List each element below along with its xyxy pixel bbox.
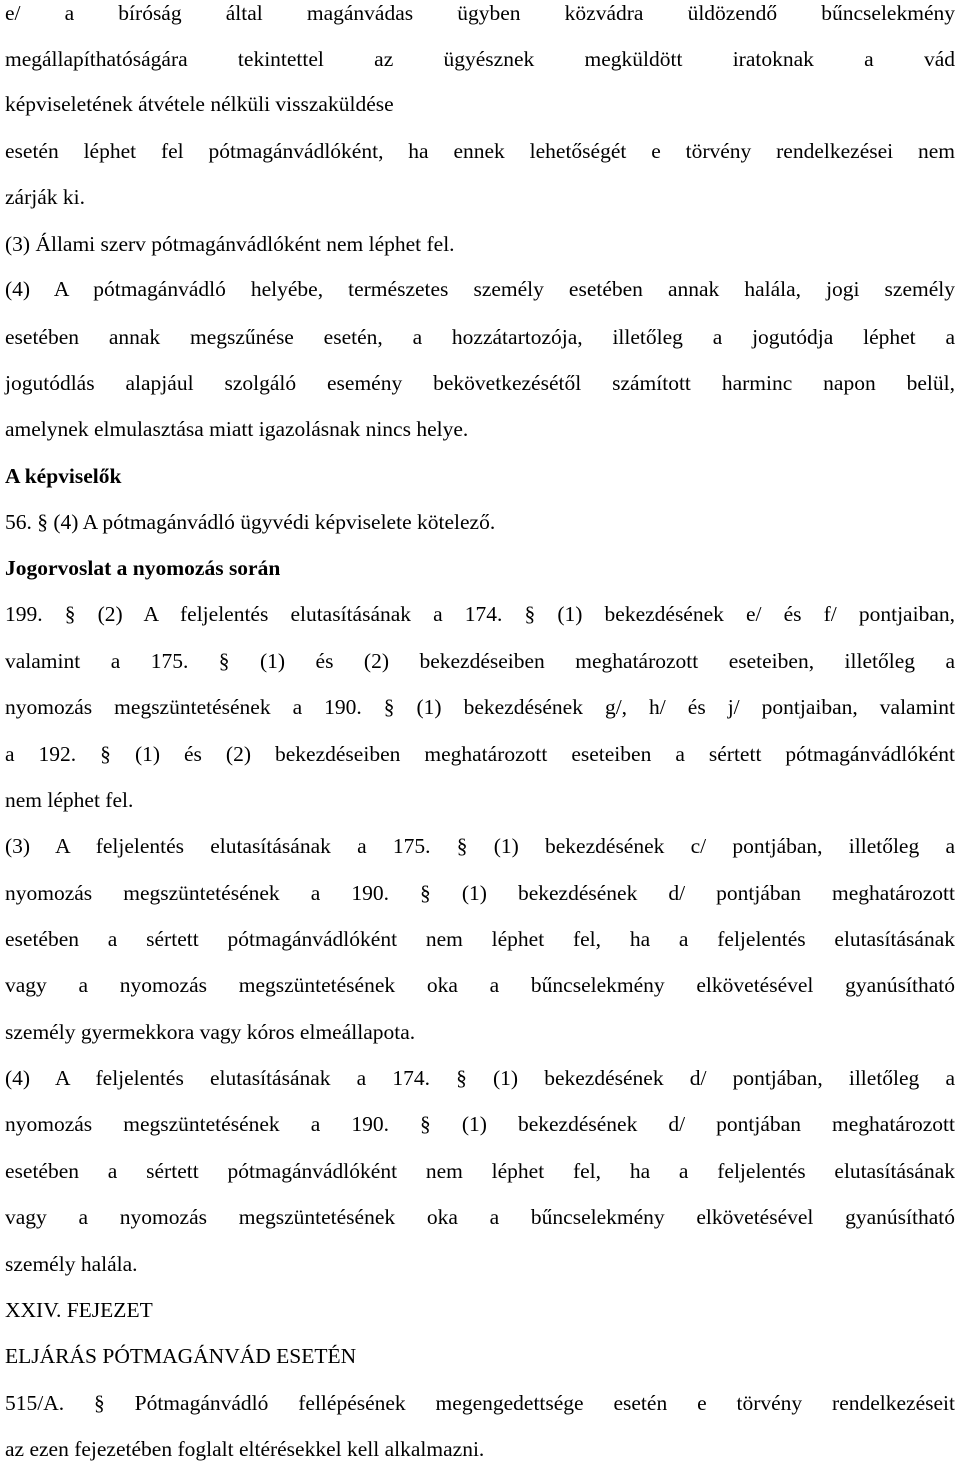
section-heading: A képviselők xyxy=(5,464,122,488)
text-line: megállapíthatóságára tekintettel az ügyésznek megküldött iratoknak a vád xyxy=(5,47,955,71)
section-heading: Jogorvoslat a nyomozás során xyxy=(5,556,281,580)
paragraph-line: vagy a nyomozás megszüntetésének oka a bűncselekmény elkövetésével gyanúsítható xyxy=(5,1205,955,1229)
paragraph-line: 199. § (2) A feljelentés elutasításának a 174. § (1) bekezdésének e/ és f/ pontjaiban, xyxy=(5,602,955,626)
paragraph-line: 515/A. § Pótmagánvádló fellépésének megengedettsége esetén e törvény rendelkezéseit xyxy=(5,1391,955,1415)
paragraph-line: személy halála. xyxy=(5,1252,138,1276)
paragraph-line: esetében a sértett pótmagánvádlóként nem léphet fel, ha a feljelentés elutasításának xyxy=(5,927,955,951)
paragraph-line: vagy a nyomozás megszüntetésének oka a bűncselekmény elkövetésével gyanúsítható xyxy=(5,973,955,997)
paragraph-line: 56. § (4) A pótmagánvádló ügyvédi képviselete kötelező. xyxy=(5,510,496,534)
text-line: zárják ki. xyxy=(5,185,85,209)
paragraph-line: nyomozás megszüntetésének a 190. § (1) bekezdésének g/, h/ és j/ pontjaiban, valamint xyxy=(5,695,955,719)
paragraph-line: amelynek elmulasztása miatt igazolásnak nincs helye. xyxy=(5,417,469,441)
paragraph-line: jogutódlás alapjául szolgáló esemény bekövetkezésétől számított harminc napon belül, xyxy=(5,371,955,395)
paragraph-line: nem léphet fel. xyxy=(5,788,134,812)
text-line: képviseletének átvétele nélküli visszaküldése xyxy=(5,92,394,116)
paragraph-line: (3) A feljelentés elutasításának a 175. § (1) bekezdésének c/ pontjában, illetőleg a xyxy=(5,834,955,858)
paragraph-line: személy gyermekkora vagy kóros elmeállapota. xyxy=(5,1020,416,1044)
paragraph-line: esetében annak megszűnése esetén, a hozzátartozója, illetőleg a jogutódja léphet a xyxy=(5,325,955,349)
paragraph-line: nyomozás megszüntetésének a 190. § (1) bekezdésének d/ pontjában meghatározott xyxy=(5,881,955,905)
chapter-number: XXIV. FEJEZET xyxy=(5,1298,153,1322)
paragraph-line: (4) A pótmagánvádló helyébe, természetes személy esetében annak halála, jogi személy xyxy=(5,277,955,301)
paragraph-line: valamint a 175. § (1) és (2) bekezdéseiben meghatározott eseteiben, illetőleg a xyxy=(5,649,955,673)
paragraph-line: (4) A feljelentés elutasításának a 174. § (1) bekezdésének d/ pontjában, illetőleg a xyxy=(5,1066,955,1090)
text-line: e/ a bíróság által magánvádas ügyben közvádra üldözendő bűncselekmény xyxy=(5,1,955,25)
paragraph-line: a 192. § (1) és (2) bekezdéseiben meghatározott eseteiben a sértett pótmagánvádlóként xyxy=(5,742,955,766)
chapter-title: ELJÁRÁS PÓTMAGÁNVÁD ESETÉN xyxy=(5,1344,357,1368)
text-line: esetén léphet fel pótmagánvádlóként, ha ennek lehetőségét e törvény rendelkezései nem xyxy=(5,139,955,163)
paragraph-line: nyomozás megszüntetésének a 190. § (1) bekezdésének d/ pontjában meghatározott xyxy=(5,1112,955,1136)
text-line: (3) Állami szerv pótmagánvádlóként nem léphet fel. xyxy=(5,232,455,256)
paragraph-line: esetében a sértett pótmagánvádlóként nem léphet fel, ha a feljelentés elutasításának xyxy=(5,1159,955,1183)
document-page xyxy=(5,0,955,1468)
paragraph-line: az ezen fejezetében foglalt eltérésekkel kell alkalmazni. xyxy=(5,1437,485,1461)
